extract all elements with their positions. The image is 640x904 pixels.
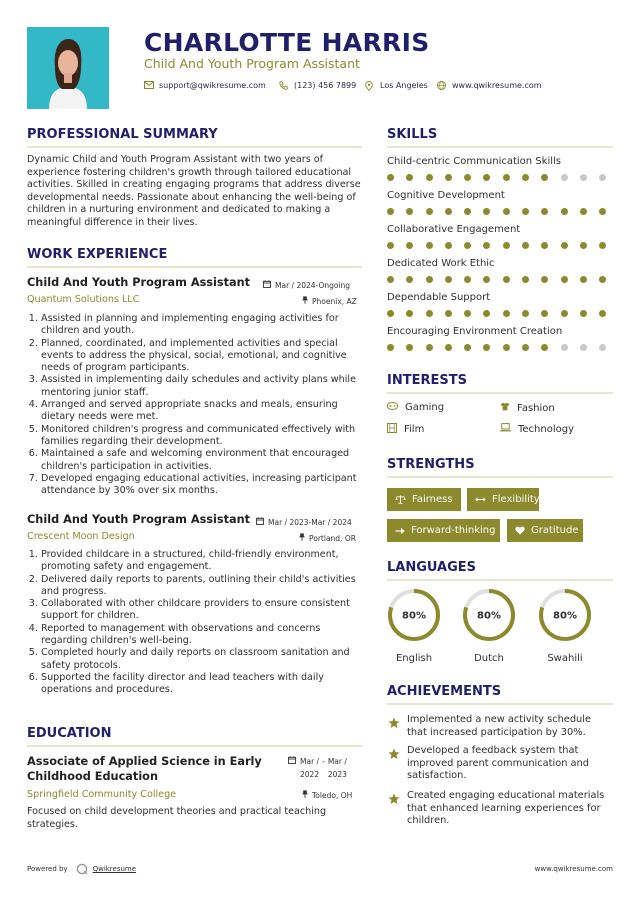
skill-dot xyxy=(522,310,529,317)
star-icon xyxy=(388,790,400,809)
interest-label: Gaming xyxy=(405,402,445,413)
skill-rating xyxy=(387,174,619,181)
strength-label: Gratitude xyxy=(531,525,579,536)
arrow-right-icon xyxy=(395,527,405,535)
summary-heading: PROFESSIONAL SUMMARY xyxy=(27,127,218,142)
skill-dot xyxy=(599,208,606,215)
list-item: 3. Collaborated with other childcare providers to ensure consistent support for children. xyxy=(41,598,365,623)
skill-dot xyxy=(541,276,548,283)
interest-item xyxy=(500,402,555,414)
skill-dot xyxy=(541,242,548,249)
skill-rating xyxy=(387,242,619,249)
skill-dot xyxy=(464,208,471,215)
skill-dot xyxy=(426,310,433,317)
interest-label: Technology xyxy=(518,423,575,435)
skill-dot xyxy=(503,310,510,317)
interest-item xyxy=(500,423,574,435)
skill-dot xyxy=(445,242,452,249)
education-description: Focused on child development theories and practical teaching strategies. xyxy=(27,806,327,830)
language-percent: 80% xyxy=(477,610,501,622)
skill-dot xyxy=(426,174,433,181)
skill-dot xyxy=(503,276,510,283)
email-text: support@qwikresume.com xyxy=(159,81,266,90)
job-dates-text: Mar / 2023-Mar / 2024 xyxy=(268,517,352,527)
strength-label: Fairness xyxy=(412,494,453,505)
contact-phone[interactable] xyxy=(279,81,356,90)
education-start-2: 2022 xyxy=(300,770,320,779)
job-location xyxy=(299,533,356,543)
skill-dot xyxy=(522,276,529,283)
job-dates xyxy=(256,517,352,527)
skill-dot xyxy=(426,276,433,283)
balance-scale-icon xyxy=(395,495,406,504)
skill-dot xyxy=(561,344,568,351)
achievement-item: Implemented a new activity schedule that increased participation by 30%. xyxy=(407,714,591,738)
job-location xyxy=(302,296,357,306)
skill-rating xyxy=(387,344,619,351)
skill-dot xyxy=(599,242,606,249)
skill-dot xyxy=(522,208,529,215)
skill-dot xyxy=(483,174,490,181)
interest-label: Film xyxy=(404,424,425,435)
skill-dot xyxy=(561,174,568,181)
job-responsibilities xyxy=(27,313,365,497)
section-divider xyxy=(387,392,613,394)
skill-dot xyxy=(426,242,433,249)
skill-dot xyxy=(464,310,471,317)
language-item xyxy=(386,587,442,664)
list-item: 5. Completed hourly and daily reports on classroom sanitation and safety protocols. xyxy=(41,647,365,672)
laptop-icon xyxy=(500,423,511,435)
interest-label: Fashion xyxy=(517,402,555,414)
phone-text: (123) 456 7899 xyxy=(294,81,357,90)
skill-dot xyxy=(599,276,606,283)
gamepad-icon xyxy=(387,402,398,413)
skill-dot xyxy=(483,344,490,351)
education-end-1: Mar / xyxy=(327,757,347,766)
list-item: 2. Delivered daily reports to parents, outlining their child's activities and progress. xyxy=(41,574,365,599)
summary-text: Dynamic Child and Youth Program Assistant with two years of experience fostering children's growth through tailored educational activities. Skilled in creating engaging programs that address diverse developmental needs. Passionate about enhancing the well-being of children in a nurturing environment and dedicated to making a meaningful difference in their lives. xyxy=(27,154,361,228)
skill-dot xyxy=(387,242,394,249)
shirt-icon xyxy=(500,402,510,414)
pushpin-icon xyxy=(299,533,305,543)
skill-dot xyxy=(483,310,490,317)
skill-dot xyxy=(561,310,568,317)
skill-dot xyxy=(483,242,490,249)
strengths-heading: STRENGTHS xyxy=(387,457,475,472)
calendar-icon xyxy=(288,756,296,766)
language-name: Dutch xyxy=(474,653,504,664)
list-item: 6. Maintained a safe and welcoming environment that encouraged children's participation in activities. xyxy=(41,448,365,473)
globe-icon xyxy=(437,81,447,90)
skill-dot xyxy=(426,344,433,351)
skill-dot xyxy=(522,344,529,351)
qwikresume-logo-icon xyxy=(76,863,88,875)
skill-dot xyxy=(483,276,490,283)
strength-tag xyxy=(387,488,461,511)
skill-dot xyxy=(580,208,587,215)
list-item: 3. Assisted in implementing daily schedules and activity plans while mentoring junior staff. xyxy=(41,374,365,399)
interest-item xyxy=(387,402,444,413)
strength-label: Flexibility xyxy=(492,494,540,505)
job-location-text: Portland, OR xyxy=(309,533,356,543)
film-icon xyxy=(387,423,397,436)
list-item: 2. Planned, coordinated, and implemented activities and special events to address the physical, social, emotional, and cognitive needs of program participants. xyxy=(41,338,365,375)
company-name: Crescent Moon Design xyxy=(27,531,135,542)
skill-dot xyxy=(387,276,394,283)
skill-dot xyxy=(541,310,548,317)
education-heading: EDUCATION xyxy=(27,726,112,741)
skill-rating xyxy=(387,208,619,215)
skill-dot xyxy=(406,174,413,181)
skill-dot xyxy=(445,174,452,181)
skill-dot xyxy=(503,208,510,215)
footer-powered-by xyxy=(27,863,136,875)
skill-dot xyxy=(522,174,529,181)
skill-dot xyxy=(387,208,394,215)
contact-location xyxy=(365,81,428,90)
skill-dot xyxy=(580,242,587,249)
pushpin-icon xyxy=(302,790,308,800)
job-dates xyxy=(263,280,350,290)
education-location-text: Toledo, OH xyxy=(312,790,353,800)
candidate-name: CHARLOTTE HARRIS xyxy=(144,28,430,57)
skill-dot xyxy=(464,242,471,249)
arrows-horizontal-icon xyxy=(475,496,486,503)
email-icon xyxy=(144,81,154,90)
degree-line-2: Childhood Education xyxy=(27,770,158,783)
skill-dot xyxy=(445,344,452,351)
language-name: English xyxy=(395,653,433,664)
experience-heading: WORK EXPERIENCE xyxy=(27,247,168,262)
skill-dot xyxy=(445,276,452,283)
skill-rating xyxy=(387,310,619,317)
skill-dot xyxy=(522,242,529,249)
list-item: 6. Supported the facility director and lead teachers with daily operations and procedures. xyxy=(41,672,365,697)
languages-heading: LANGUAGES xyxy=(387,560,477,575)
job-title: Child And Youth Program Assistant xyxy=(27,276,251,289)
language-item xyxy=(461,587,517,664)
job-dates-text: Mar / 2024-Ongoing xyxy=(275,280,351,290)
skill-dot xyxy=(561,208,568,215)
strength-tag xyxy=(507,519,583,542)
skill-dot xyxy=(561,276,568,283)
language-percent: 80% xyxy=(553,610,577,622)
education-end-2: 2023 xyxy=(327,770,347,779)
skill-dot xyxy=(580,310,587,317)
phone-icon xyxy=(279,81,289,90)
star-icon xyxy=(388,745,400,764)
skill-dot xyxy=(464,174,471,181)
list-item: 4. Arranged and served appropriate snacks and meals, ensuring dietary needs were met. xyxy=(41,399,365,424)
skill-name: Child-centric Communication Skills xyxy=(387,156,561,167)
job-responsibilities xyxy=(27,549,365,697)
skill-dot xyxy=(561,242,568,249)
skill-dot xyxy=(483,208,490,215)
skill-dot xyxy=(599,344,606,351)
skill-dot xyxy=(503,242,510,249)
skill-dot xyxy=(580,276,587,283)
skill-dot xyxy=(580,344,587,351)
company-name: Quantum Solutions LLC xyxy=(27,294,140,305)
strength-label: Forward-thinking xyxy=(411,525,496,536)
skill-dot xyxy=(503,344,510,351)
star-icon xyxy=(388,714,400,733)
education-location xyxy=(302,790,352,800)
skill-name: Cognitive Development xyxy=(387,190,505,201)
skill-dot xyxy=(445,310,452,317)
strength-tag xyxy=(387,519,500,542)
skill-name: Dependable Support xyxy=(387,292,491,303)
achievement-item: Developed a feedback system that improved parent communication and satisfaction. xyxy=(407,745,589,782)
contact-website[interactable] xyxy=(437,81,542,90)
list-item: 4. Reported to management with observations and concerns regarding children's well-being. xyxy=(41,623,365,648)
language-ring xyxy=(537,587,593,643)
school-name: Springfield Community College xyxy=(27,789,177,800)
language-item xyxy=(537,587,593,664)
location-pin-icon xyxy=(365,81,375,90)
achievement-item: Created engaging educational materials that enhanced learning experiences for children. xyxy=(407,790,605,827)
language-percent: 80% xyxy=(402,610,426,622)
profile-photo xyxy=(27,27,109,109)
skill-dot xyxy=(580,174,587,181)
skill-dot xyxy=(503,174,510,181)
calendar-icon xyxy=(256,517,264,527)
skill-dot xyxy=(387,344,394,351)
list-item: 1. Provided childcare in a structured, child-friendly environment, promoting safety and engagement. xyxy=(41,549,365,574)
skill-dot xyxy=(599,310,606,317)
skill-dot xyxy=(387,310,394,317)
heart-icon xyxy=(515,526,525,535)
strength-tag xyxy=(467,488,539,511)
list-item: 7. Developed engaging educational activities, increasing participant attendance by 30% over six months. xyxy=(41,473,365,498)
footer-brand-link[interactable]: Qwikresume xyxy=(92,865,137,873)
skill-dot xyxy=(541,208,548,215)
section-divider xyxy=(27,146,362,148)
skill-dot xyxy=(541,344,548,351)
section-divider xyxy=(387,476,613,478)
skill-dot xyxy=(426,208,433,215)
skill-name: Dedicated Work Ethic xyxy=(387,258,495,269)
education-start-1: Mar / xyxy=(300,757,320,766)
interest-item xyxy=(387,423,424,436)
skill-name: Encouraging Environment Creation xyxy=(387,326,563,337)
skill-dot xyxy=(406,242,413,249)
language-ring xyxy=(461,587,517,643)
skill-rating xyxy=(387,276,619,283)
job-location-text: Phoenix, AZ xyxy=(312,296,357,306)
calendar-icon xyxy=(263,280,271,290)
skill-dot xyxy=(406,344,413,351)
section-divider xyxy=(27,266,362,268)
location-text: Los Angeles xyxy=(380,81,428,90)
skill-dot xyxy=(445,208,452,215)
interests-heading: INTERESTS xyxy=(387,373,467,388)
skill-dot xyxy=(406,310,413,317)
resume-header xyxy=(0,0,640,116)
list-item: 1. Assisted in planning and implementing engaging activities for children and youth. xyxy=(41,313,365,338)
skill-dot xyxy=(406,276,413,283)
job-title: Child And Youth Program Assistant xyxy=(27,513,251,526)
section-divider xyxy=(387,703,613,705)
section-divider xyxy=(387,579,613,581)
skills-heading: SKILLS xyxy=(387,127,438,142)
list-item: 5. Monitored children's progress and communicated effectively with families regarding their development. xyxy=(41,424,365,449)
education-dates: Mar / 2022 - Mar / 2023 xyxy=(288,755,347,781)
skill-dot xyxy=(599,174,606,181)
candidate-title: Child And Youth Program Assistant xyxy=(144,56,360,71)
skill-name: Collaborative Engagement xyxy=(387,224,521,235)
skill-dot xyxy=(464,344,471,351)
pushpin-icon xyxy=(302,296,308,306)
contact-email[interactable] xyxy=(144,81,266,90)
skill-dot xyxy=(387,174,394,181)
skill-dot xyxy=(464,276,471,283)
section-divider xyxy=(27,745,362,747)
skill-dot xyxy=(406,208,413,215)
degree-line-1: Associate of Applied Science in Early xyxy=(27,755,262,768)
powered-by-text: Powered by xyxy=(27,865,68,873)
achievements-heading: ACHIEVEMENTS xyxy=(387,684,502,699)
language-ring xyxy=(386,587,442,643)
skill-dot xyxy=(541,174,548,181)
website-text: www.qwikresume.com xyxy=(452,81,542,90)
footer-website-link[interactable]: www.qwikresume.com xyxy=(534,865,613,873)
section-divider xyxy=(387,146,613,148)
language-name: Swahili xyxy=(547,653,583,664)
